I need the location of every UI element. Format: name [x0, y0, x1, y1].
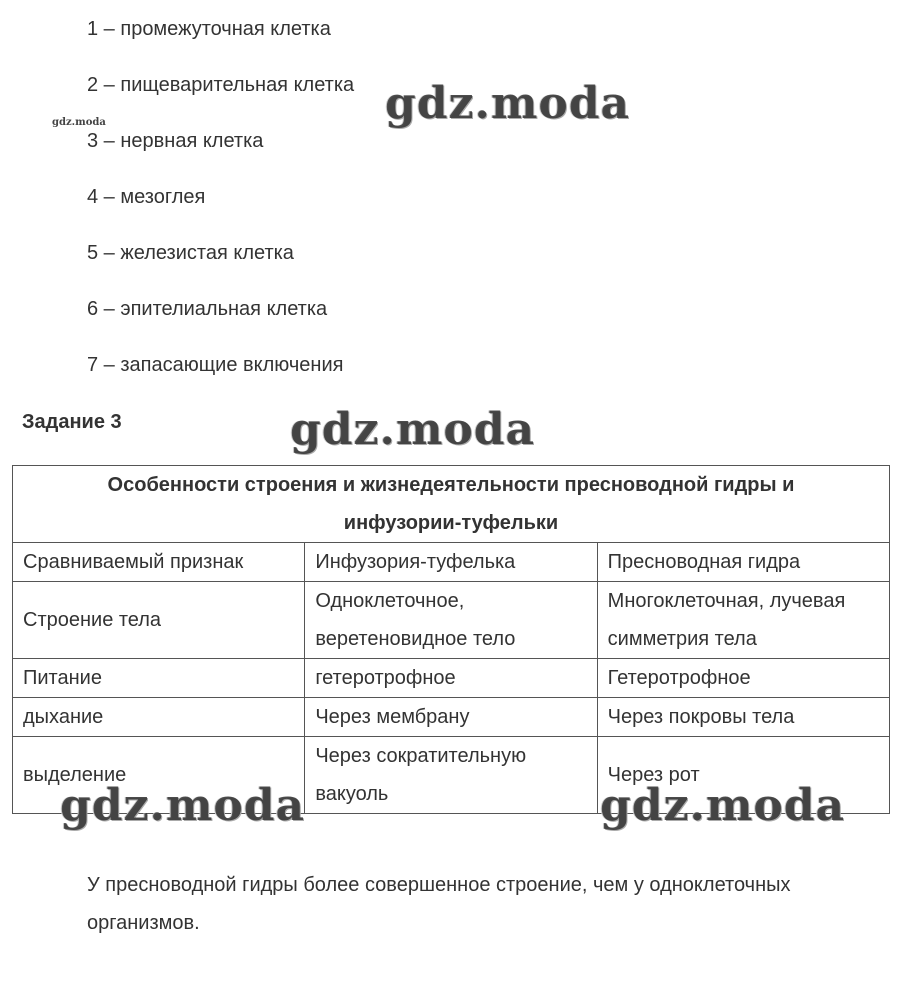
component-list [87, 12, 354, 404]
table-row [13, 698, 890, 737]
table-title-row [13, 466, 890, 543]
table-row [13, 659, 890, 698]
table-cell: Через рот [597, 737, 889, 814]
list-item: 5 – железистая клетка [87, 242, 294, 264]
watermark: gdz.moda [290, 404, 536, 455]
table-title: Особенности строения и жизнедеятельности пресноводной гидры и инфузории-туфельки [13, 466, 890, 543]
column-header: Пресноводная гидра [597, 543, 889, 582]
list-item: 2 – пищеварительная клетка [87, 74, 355, 96]
table-cell: гетеротрофное [305, 659, 597, 698]
table-cell: Через покровы тела [597, 698, 889, 737]
table-cell: Питание [13, 659, 305, 698]
table-cell: Через мембрану [305, 698, 597, 737]
list-item: 7 – запасающие включения [87, 354, 344, 376]
watermark: gdz.moda [385, 78, 631, 129]
table-cell: Многоклеточная, лучевая симметрия тела [597, 582, 889, 659]
table-header-row [13, 543, 890, 582]
column-header: Сравниваемый признак [13, 543, 305, 582]
table-cell: дыхание [13, 698, 305, 737]
watermark: gdz.moda [60, 780, 306, 831]
comparison-table [12, 465, 890, 814]
table-cell: Гетеротрофное [597, 659, 889, 698]
table-cell: Строение тела [13, 582, 305, 659]
list-item: 6 – эпителиальная клетка [87, 298, 328, 320]
table-row [13, 737, 890, 814]
list-item: 3 – нервная клетка [87, 130, 264, 152]
list-item: 4 – мезоглея [87, 186, 206, 208]
list-item: 1 – промежуточная клетка [87, 18, 331, 40]
conclusion-text: У пресноводной гидры более совершенное строение, чем у одноклеточных организмов. [87, 874, 791, 934]
watermark-small: gdz.moda [52, 117, 106, 128]
column-header: Инфузория-туфелька [305, 543, 597, 582]
watermark: gdz.moda [600, 780, 846, 831]
table-cell: Одноклеточное, веретеновидное тело [305, 582, 597, 659]
table-cell: Через сократительную вакуоль [305, 737, 597, 814]
table-row [13, 582, 890, 659]
table-cell: выделение [13, 737, 305, 814]
task-heading: Задание 3 [22, 411, 122, 433]
